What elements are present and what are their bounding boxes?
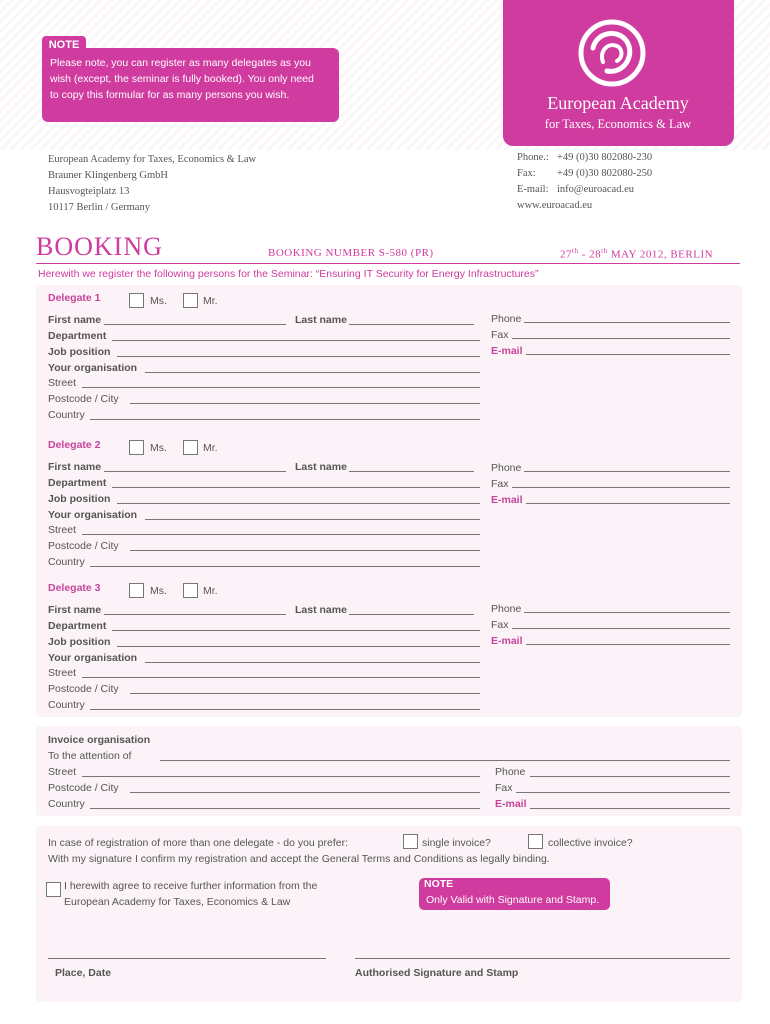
delegate-2-job-position-field[interactable] <box>117 503 480 504</box>
note-text <box>50 55 335 103</box>
signature-label: Authorised Signature and Stamp <box>355 967 519 979</box>
invoice-phone-label: Phone <box>495 766 526 778</box>
invoice-attention-field[interactable] <box>160 760 730 761</box>
delegate-2-country-field[interactable] <box>90 566 480 567</box>
ms-label: Ms. <box>150 442 167 454</box>
mr-label: Mr. <box>203 442 218 454</box>
delegate-1-ms-checkbox[interactable] <box>129 293 144 308</box>
delegate-1-organisation-field[interactable] <box>145 372 480 373</box>
fax-label: Fax <box>491 478 509 490</box>
last-name-label: Last name <box>295 314 347 326</box>
address-block <box>48 152 256 216</box>
agree-info-line-1: I herewith agree to receive further information from the <box>64 880 318 892</box>
invoice-fax-field[interactable] <box>516 792 730 793</box>
invoice-email-field[interactable] <box>530 808 730 809</box>
delegate-3-first-name-field[interactable] <box>104 614 286 615</box>
delegate-1-job-position-field[interactable] <box>117 356 480 357</box>
title-divider <box>36 263 740 264</box>
delegate-2-title: Delegate 2 <box>48 439 101 451</box>
country-label: Country <box>48 556 85 568</box>
delegate-3-email-field[interactable] <box>526 644 730 645</box>
invoice-country-label: Country <box>48 798 85 810</box>
invoice-preference-question: In case of registration of more than one delegate - do you prefer: <box>48 837 349 849</box>
invoice-phone-field[interactable] <box>530 776 730 777</box>
invoice-postcode-city-field[interactable] <box>130 792 480 793</box>
phone-label: Phone <box>491 603 522 615</box>
address-line: Brauner Klingenberg GmbH <box>48 170 168 181</box>
delegate-2-postcode-city-field[interactable] <box>130 550 480 551</box>
booking-date: 27th - 28th MAY 2012, BERLIN <box>560 247 714 261</box>
delegate-3-phone-field[interactable] <box>524 612 730 613</box>
invoice-street-field[interactable] <box>82 776 480 777</box>
agree-info-checkbox[interactable] <box>46 882 61 897</box>
note-tab: NOTE <box>42 36 86 54</box>
delegate-3-last-name-field[interactable] <box>349 614 474 615</box>
delegate-1-postcode-city-field[interactable] <box>130 403 480 404</box>
single-invoice-label: single invoice? <box>422 837 491 849</box>
invoice-title: Invoice organisation <box>48 734 151 746</box>
delegate-2-street-field[interactable] <box>82 534 480 535</box>
country-label: Country <box>48 699 85 711</box>
first-name-label: First name <box>48 314 102 326</box>
last-name-label: Last name <box>295 461 347 473</box>
address-line: 10117 Berlin / Germany <box>48 202 150 213</box>
single-invoice-checkbox[interactable] <box>403 834 418 849</box>
email-label: E-mail: <box>517 184 549 195</box>
delegate-2-ms-checkbox[interactable] <box>129 440 144 455</box>
department-label: Department <box>48 330 107 342</box>
invoice-email-label: E-mail <box>495 798 527 810</box>
ms-label: Ms. <box>150 585 167 597</box>
note-line: wish (except, the seminar is fully booked). You only need <box>50 73 314 85</box>
collective-invoice-checkbox[interactable] <box>528 834 543 849</box>
delegate-3-mr-checkbox[interactable] <box>183 583 198 598</box>
address-line: European Academy for Taxes, Economics & Law <box>48 154 257 165</box>
phone-label: Phone.: <box>517 152 549 163</box>
delegate-1-street-field[interactable] <box>82 387 480 388</box>
delegate-3-department-field[interactable] <box>112 630 480 631</box>
delegate-1-first-name-field[interactable] <box>104 324 286 325</box>
mr-label: Mr. <box>203 585 218 597</box>
delegate-1-phone-field[interactable] <box>524 322 730 323</box>
delegate-3-postcode-city-field[interactable] <box>130 693 480 694</box>
mr-label: Mr. <box>203 295 218 307</box>
booking-number: BOOKING NUMBER S-580 (PR) <box>268 247 434 259</box>
phone-label: Phone <box>491 462 522 474</box>
delegate-2-fax-field[interactable] <box>512 487 730 488</box>
delegate-3-ms-checkbox[interactable] <box>129 583 144 598</box>
delegate-2-first-name-field[interactable] <box>104 471 286 472</box>
delegates-panel <box>36 285 742 717</box>
delegate-1-last-name-field[interactable] <box>349 324 474 325</box>
department-label: Department <box>48 620 107 632</box>
delegate-3-organisation-field[interactable] <box>145 662 480 663</box>
delegate-2-last-name-field[interactable] <box>349 471 474 472</box>
invoice-postcode-city-label: Postcode / City <box>48 782 119 794</box>
brand-subtitle: for Taxes, Economics & Law <box>544 117 692 131</box>
delegate-1-fax-field[interactable] <box>512 338 730 339</box>
street-label: Street <box>48 667 77 679</box>
delegate-2-email-field[interactable] <box>526 503 730 504</box>
postcode-city-label: Postcode / City <box>48 540 119 552</box>
fax-label: Fax <box>491 619 509 631</box>
delegate-3-job-position-field[interactable] <box>117 646 480 647</box>
delegate-1-department-field[interactable] <box>112 340 480 341</box>
delegate-2-phone-field[interactable] <box>524 471 730 472</box>
delegate-1-title: Delegate 1 <box>48 292 101 304</box>
delegate-2-mr-checkbox[interactable] <box>183 440 198 455</box>
attention-label: To the attention of <box>48 750 132 762</box>
address-line: Hausvogteiplatz 13 <box>48 186 130 197</box>
delegate-3-fax-field[interactable] <box>512 628 730 629</box>
website-link[interactable]: www.euroacad.eu <box>517 200 593 211</box>
invoice-fax-label: Fax <box>495 782 513 794</box>
note-line: to copy this formular for as many persons you wish. <box>50 89 290 101</box>
department-label: Department <box>48 477 107 489</box>
signature-note-tab: NOTE <box>424 878 454 890</box>
delegate-2-department-field[interactable] <box>112 487 480 488</box>
postcode-city-label: Postcode / City <box>48 683 119 695</box>
first-name-label: First name <box>48 604 102 616</box>
delegate-1-email-field[interactable] <box>526 354 730 355</box>
terms-statement: With my signature I confirm my registration and accept the General Terms and Conditions as legally binding. <box>48 853 550 865</box>
collective-invoice-label: collective invoice? <box>548 837 633 849</box>
country-label: Country <box>48 409 85 421</box>
invoice-country-field[interactable] <box>90 808 480 809</box>
postcode-city-label: Postcode / City <box>48 393 119 405</box>
delegate-3-street-field[interactable] <box>82 677 480 678</box>
booking-title: BOOKING <box>36 232 163 261</box>
place-date-field[interactable] <box>48 958 326 959</box>
job-position-label: Job position <box>48 636 111 648</box>
last-name-label: Last name <box>295 604 347 616</box>
brand-name: European Academy <box>547 93 689 113</box>
organisation-label: Your organisation <box>48 652 138 664</box>
seminar-intro: Herewith we register the following persons for the Seminar: “Ensuring IT Security for Energy Infrastructures” <box>38 268 539 280</box>
place-date-label: Place, Date <box>55 967 112 979</box>
fax-label: Fax: <box>517 168 536 179</box>
signature-field[interactable] <box>355 958 730 959</box>
street-label: Street <box>48 524 77 536</box>
delegate-1-country-field[interactable] <box>90 419 480 420</box>
first-name-label: First name <box>48 461 102 473</box>
phone-label: Phone <box>491 313 522 325</box>
ms-label: Ms. <box>150 295 167 307</box>
invoice-street-label: Street <box>48 766 77 778</box>
email-label: E-mail <box>491 635 523 647</box>
delegate-3-country-field[interactable] <box>90 709 480 710</box>
delegate-1-mr-checkbox[interactable] <box>183 293 198 308</box>
academy-logo-icon <box>577 18 647 88</box>
fax-label: Fax <box>491 329 509 341</box>
signature-note-text: Only Valid with Signature and Stamp. <box>426 894 600 906</box>
email-label: E-mail <box>491 494 523 506</box>
delegate-2-organisation-field[interactable] <box>145 519 480 520</box>
note-line: Please note, you can register as many delegates as you <box>50 57 311 69</box>
email-label: E-mail <box>491 345 523 357</box>
phone-value: +49 (0)30 802080-230 <box>557 152 653 163</box>
fax-value: +49 (0)30 802080-250 <box>557 168 653 179</box>
organisation-label: Your organisation <box>48 509 138 521</box>
delegate-3-title: Delegate 3 <box>48 582 101 594</box>
organisation-label: Your organisation <box>48 362 138 374</box>
street-label: Street <box>48 377 77 389</box>
job-position-label: Job position <box>48 346 111 358</box>
job-position-label: Job position <box>48 493 111 505</box>
email-link[interactable]: info@euroacad.eu <box>557 184 635 195</box>
agree-info-line-2: European Academy for Taxes, Economics & Law <box>64 896 291 908</box>
